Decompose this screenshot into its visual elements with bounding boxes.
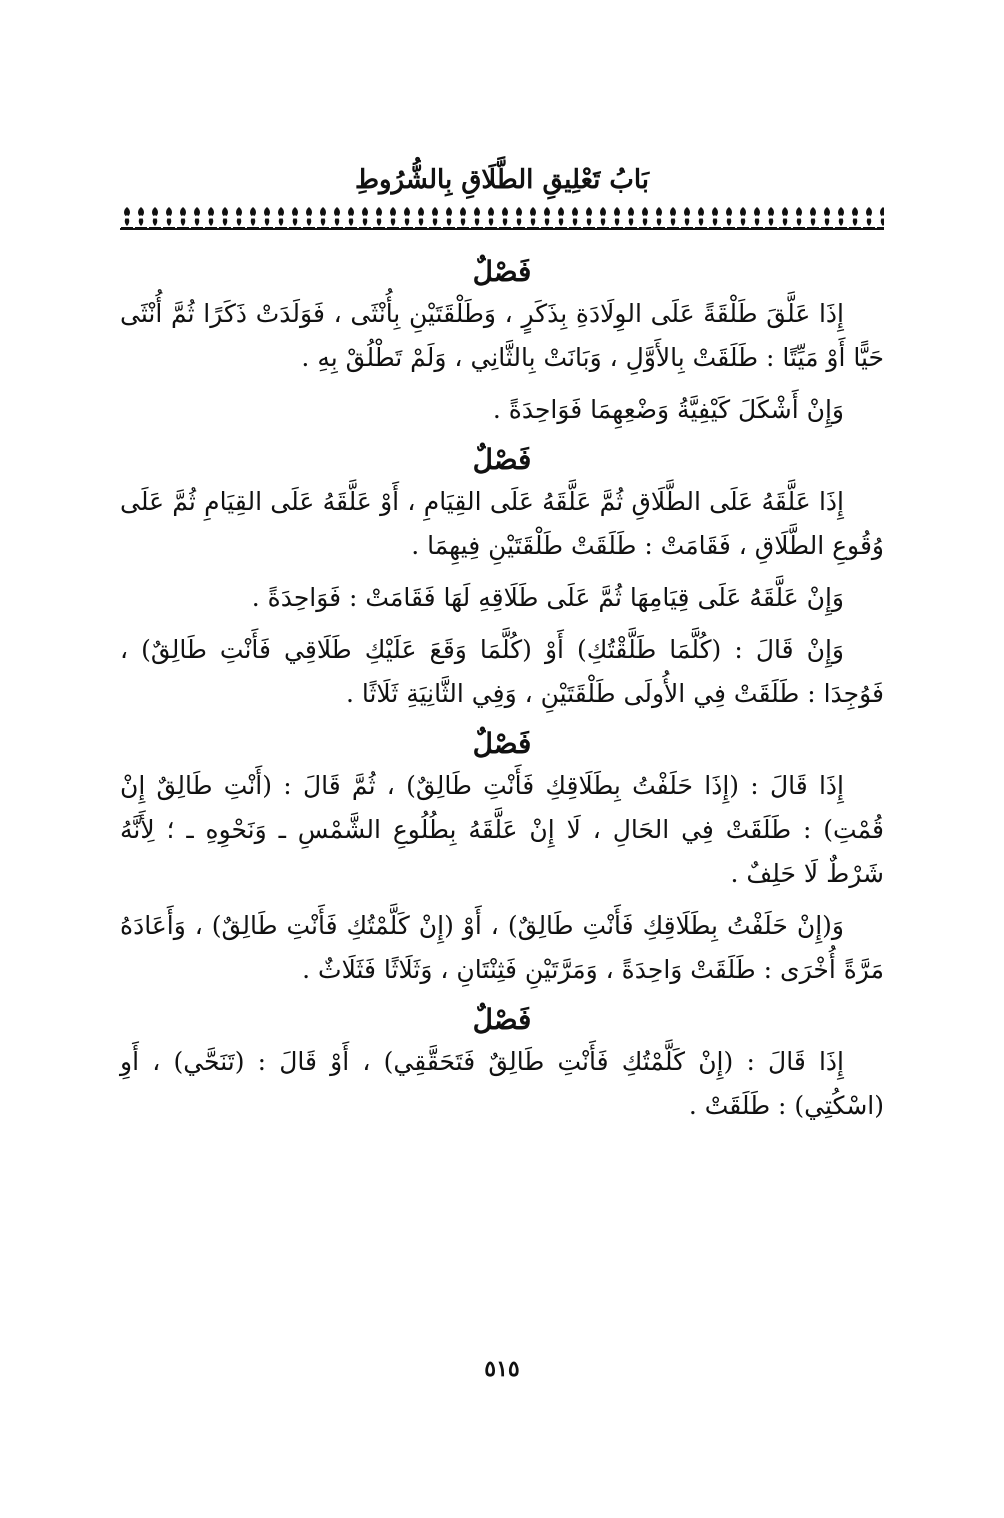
section-3 [120,724,884,992]
section-heading: فَصْلٌ [472,255,532,288]
section-heading: فَصْلٌ [472,1003,532,1036]
section-heading: فَصْلٌ [472,727,532,760]
paragraph: وَإِنْ عَلَّقَهُ عَلَى قِيَامِهَا ثُمَّ عَلَى طَلَاقِهِ لَهَا فَقَامَتْ : فَوَاحِدَةً . [251,583,844,612]
paragraph: إِذَا قَالَ : (إِذَا حَلَفْتُ بِطَلَاقِكِ فَأَنْتِ طَالِقٌ) ، ثُمَّ قَالَ : (أَنْتِ طَالِقٌ إِنْ قُمْتِ) : طَلَقَتْ فِي الحَالِ ، لَا إِنْ عَلَّقَهُ بِطُلُوعِ الشَّمْسِ ـ وَنَحْوِهِ ـ ؛ لِأَنَّهُ شَرْطٌ لَا حَلِفٌ . [120,771,884,888]
paragraph: وَإِنْ أَشْكَلَ كَيْفِيَّةُ وَضْعِهِمَا فَوَاحِدَةً . [492,395,844,424]
paragraph: وَ(إِنْ حَلَفْتُ بِطَلَاقِكِ فَأَنْتِ طَالِقٌ) ، أَوْ (إِنْ كَلَّمْتُكِ فَأَنْتِ طَالِقٌ) ، وَأَعَادَهُ مَرَّةً أُخْرَى : طَلَقَتْ وَاحِدَةً ، وَمَرَّتَيْنِ فَثِنْتَانِ ، وَثَلَاثًا فَثَلَاثٌ . [120,911,884,984]
section-heading: فَصْلٌ [472,443,532,476]
paragraph: إِذَا عَلَّقَ طَلْقَةً عَلَى الوِلَادَةِ بِذَكَرٍ ، وَطَلْقَتَيْنِ بِأُنْثَى ، فَوَلَدَتْ ذَكَرًا ثُمَّ أُنْثَى حَيًّا أَوْ مَيِّتًا : طَلَقَتْ بِالأَوَّلِ ، وَبَانَتْ بِالثَّانِي ، وَلَمْ تَطْلُقْ بِهِ . [120,299,884,372]
chapter-title: بَابُ تَعْلِيقِ الطَّلَاقِ بِالشُّرُوطِ [354,165,650,195]
ornamental-border-band-icon [120,204,884,230]
page-body [120,160,884,1136]
paragraph: وَإِنْ قَالَ : (كُلَّمَا طَلَّقْتُكِ) أَوْ (كُلَّمَا وَقَعَ عَلَيْكِ طَلَاقِي فَأَنْتِ طَالِقٌ) ، فَوُجِدَا : طَلَقَتْ فِي الأُولَى طَلْقَتَيْنِ ، وَفِي الثَّانِيَةِ ثَلَاثًا . [120,635,884,708]
section-1 [120,252,884,432]
page-number: ٥١٥ [484,1356,520,1382]
section-4 [120,1000,884,1128]
paragraph: إِذَا عَلَّقَهُ عَلَى الطَّلَاقِ ثُمَّ عَلَّقَهُ عَلَى القِيَامِ ، أَوْ عَلَّقَهُ عَلَى القِيَامِ ثُمَّ عَلَى وُقُوعِ الطَّلَاقِ ، فَقَامَتْ : طَلَقَتْ طَلْقَتَيْنِ فِيهِمَا . [120,487,884,560]
paragraph: إِذَا قَالَ : (إِنْ كَلَّمْتُكِ فَأَنْتِ طَالِقٌ فَتَحَقَّقِي) ، أَوْ قَالَ : (تَنَحَّي) ، أَوِ (اسْكُتِي) : طَلَقَتْ . [120,1047,884,1120]
section-2 [120,440,884,716]
